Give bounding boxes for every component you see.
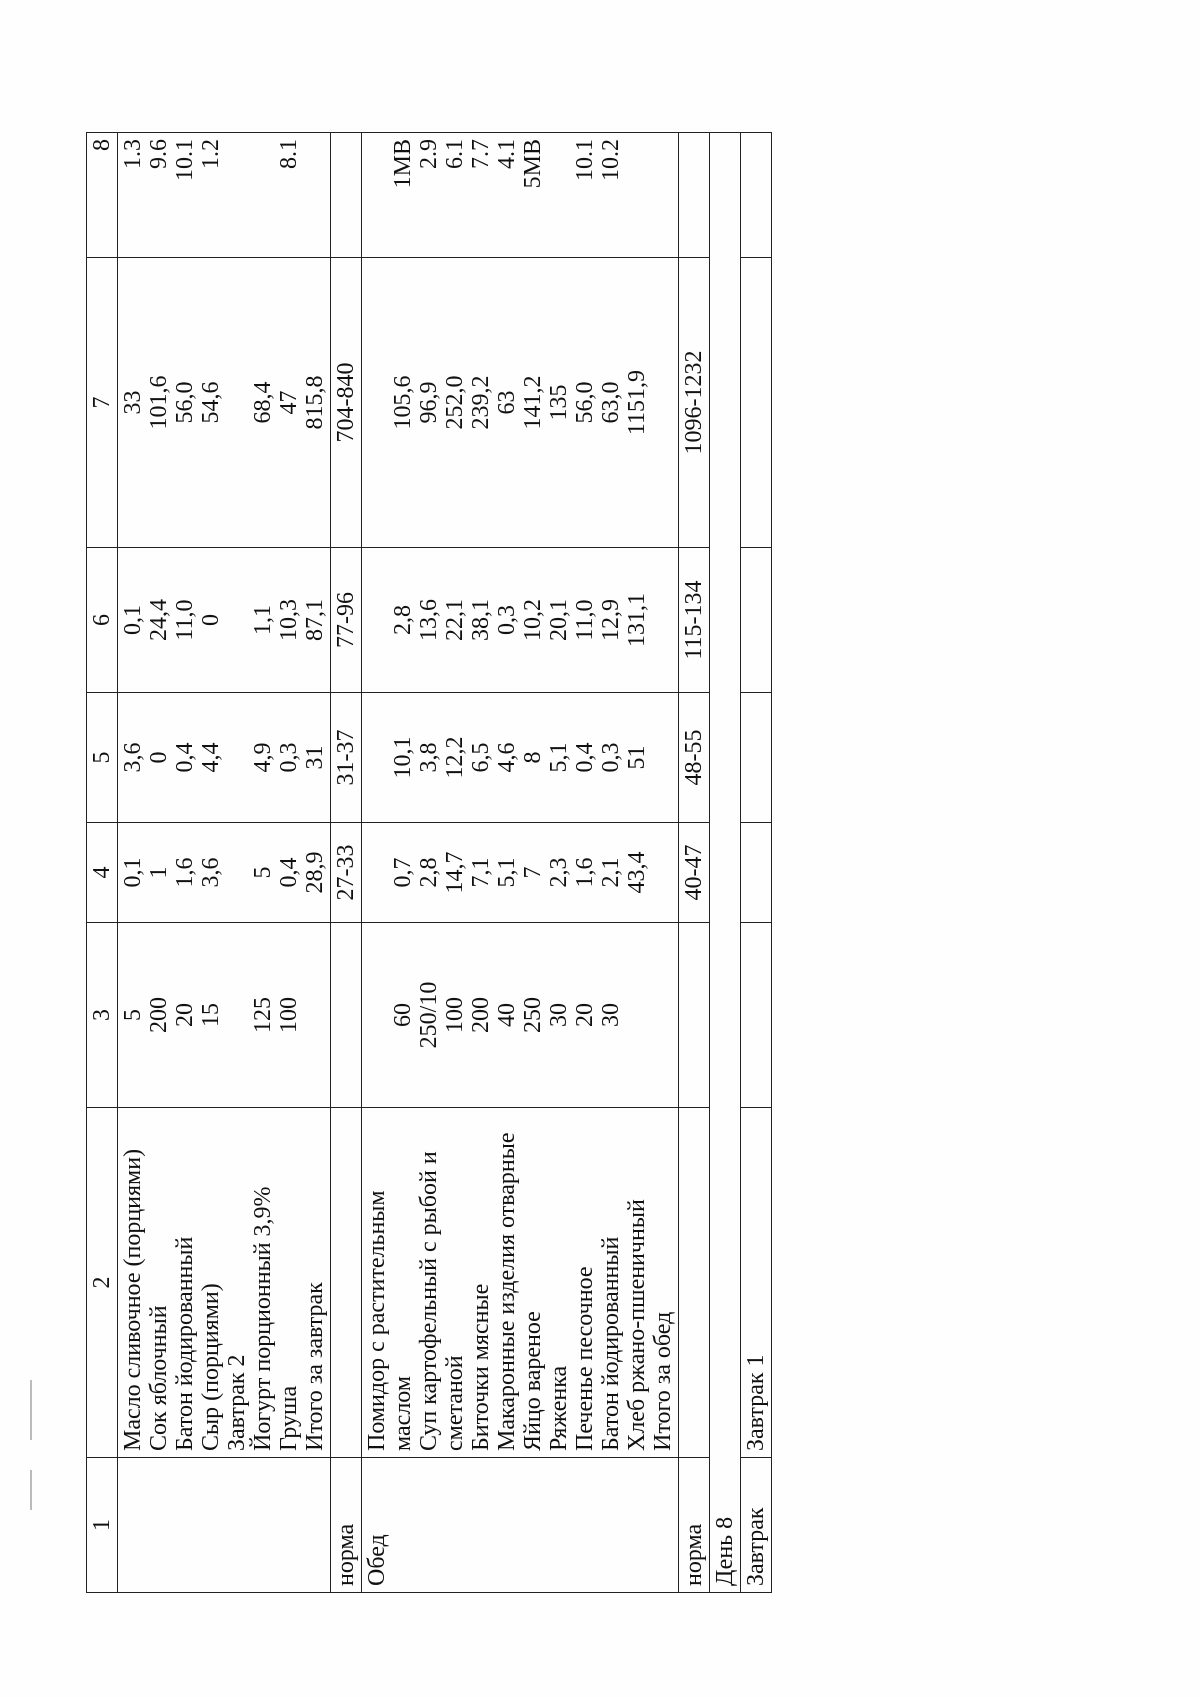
carbs-value: 24,4 <box>146 599 172 641</box>
meal-label-cell <box>118 1458 331 1593</box>
empty-cell <box>331 1108 362 1458</box>
norm-carbs: 115-134 <box>679 548 710 693</box>
norm-fat: 48-55 <box>679 693 710 823</box>
norm-protein: 40-47 <box>679 823 710 923</box>
empty-cell <box>741 133 772 258</box>
carbs-value: 11,0 <box>172 599 198 641</box>
norm-label: норма <box>679 1458 710 1593</box>
fat-list <box>362 693 679 823</box>
carbs-value <box>224 554 250 686</box>
day-label: День 8 <box>710 133 741 1593</box>
empty-cell <box>741 693 772 823</box>
weight-value: 30 <box>546 1003 572 1027</box>
empty-cell <box>331 133 362 258</box>
carbs-list <box>118 548 331 693</box>
fat-value: 12,2 <box>442 736 468 779</box>
recipe-ref: 10.1 <box>572 139 598 181</box>
dish-name: Яйцо вареное <box>520 1311 546 1451</box>
header-cell: 6 <box>87 548 118 693</box>
carbs-value: 22,1 <box>442 599 468 641</box>
carbs-value: 10,2 <box>520 599 546 641</box>
norm-kcal: 704-840 <box>331 258 362 548</box>
protein-value: 1,6 <box>572 857 598 888</box>
recipe-ref: 10.2 <box>598 139 624 181</box>
protein-list <box>118 823 331 923</box>
recipe-ref-list <box>118 133 331 258</box>
scan-artifact <box>30 1470 32 1510</box>
menu-table <box>86 132 772 1593</box>
header-cell: 4 <box>87 823 118 923</box>
recipe-ref <box>546 139 572 251</box>
kcal-value: 47 <box>276 390 302 415</box>
recipe-ref <box>624 139 650 251</box>
fat-value: 0,3 <box>276 742 302 773</box>
breakfast-block <box>118 133 331 1593</box>
carbs-value: 38,1 <box>468 599 494 641</box>
recipe-ref <box>250 139 276 251</box>
carbs-value: 0 <box>198 614 224 626</box>
weight-value: 20 <box>172 1003 198 1027</box>
empty-cell <box>741 258 772 548</box>
fat-value: 0,4 <box>572 742 598 773</box>
weight-value: 20 <box>572 1003 598 1027</box>
fat-list <box>118 693 331 823</box>
weight-value: 125 <box>250 997 276 1033</box>
empty-cell <box>679 923 710 1108</box>
carbs-list <box>362 548 679 693</box>
empty-cell <box>741 923 772 1108</box>
kcal-value: 1151,9 <box>624 369 650 436</box>
carbs-value: 131,1 <box>624 593 650 647</box>
protein-value: 28,9 <box>302 851 328 894</box>
weight-value: 250 <box>520 997 546 1033</box>
fat-value: 4,6 <box>494 742 520 773</box>
weight-value: 15 <box>198 1003 224 1027</box>
breakfast-norm-row <box>331 133 362 1593</box>
header-row <box>87 133 118 1593</box>
dish-name: Йогурт порционный 3,9% <box>250 1186 276 1451</box>
dish-name-list <box>118 1108 331 1458</box>
next-breakfast-row <box>741 133 772 1593</box>
dish-name: Помидор с растительным маслом <box>364 1190 416 1451</box>
fat-value: 8 <box>520 751 546 764</box>
header-cell: 7 <box>87 258 118 548</box>
weight-value: 100 <box>276 997 302 1033</box>
dish-name: Итого за завтрак <box>302 1282 328 1451</box>
recipe-ref: 5МВ <box>520 139 546 189</box>
kcal-value: 135 <box>546 384 572 421</box>
dish-name: Ряженка <box>546 1365 572 1451</box>
lunch-norm-row <box>679 133 710 1593</box>
kcal-value: 63 <box>494 390 520 415</box>
kcal-value <box>224 264 250 541</box>
fat-value <box>224 699 250 816</box>
kcal-value: 815,8 <box>302 375 328 430</box>
protein-value: 3,6 <box>198 857 224 888</box>
carbs-value: 0,1 <box>120 605 146 635</box>
weight-value: 100 <box>442 997 468 1033</box>
recipe-ref: 1.3 <box>120 139 146 169</box>
kcal-value: 105,6 <box>390 375 416 430</box>
protein-value: 2,1 <box>598 857 624 888</box>
recipe-ref-list <box>362 133 679 258</box>
recipe-ref: 7.7 <box>468 139 494 169</box>
protein-value: 1,6 <box>172 857 198 888</box>
header-cell: 1 <box>87 1458 118 1593</box>
kcal-value: 101,6 <box>146 375 172 430</box>
empty-cell <box>741 548 772 693</box>
norm-kcal: 1096-1232 <box>679 258 710 548</box>
weight-value <box>302 929 328 1101</box>
protein-value: 1 <box>146 866 172 879</box>
dish-name: Печенье песочное <box>572 1266 598 1451</box>
weight-value: 250/10 <box>416 981 442 1049</box>
carbs-value: 1,1 <box>250 605 276 635</box>
kcal-value: 141,2 <box>520 375 546 430</box>
fat-value: 6,5 <box>468 742 494 773</box>
lunch-block <box>362 133 679 1593</box>
empty-cell <box>741 823 772 923</box>
weight-value: 200 <box>146 997 172 1033</box>
weight-value <box>224 929 250 1101</box>
protein-value: 2,8 <box>416 857 442 888</box>
kcal-list <box>118 258 331 548</box>
dish-name: Макаронные изделия отварные <box>494 1132 520 1451</box>
fat-value: 10,1 <box>390 736 416 779</box>
fat-value: 5,1 <box>546 742 572 773</box>
dish-name: Сок яблочный <box>146 1305 172 1451</box>
fat-value: 0,4 <box>172 742 198 773</box>
header-cell: 2 <box>87 1108 118 1458</box>
carbs-value: 87,1 <box>302 599 328 641</box>
carbs-value: 20,1 <box>546 599 572 641</box>
protein-value <box>224 829 250 916</box>
recipe-ref: 6.1 <box>442 139 468 169</box>
weight-value: 200 <box>468 997 494 1033</box>
weight-list <box>362 923 679 1108</box>
recipe-ref: 1МВ <box>390 139 416 189</box>
kcal-value: 54,6 <box>198 381 224 424</box>
dish-name: Завтрак 2 <box>224 1354 250 1451</box>
carbs-value: 0,3 <box>494 605 520 635</box>
protein-list <box>362 823 679 923</box>
weight-value: 40 <box>494 1003 520 1027</box>
header-cell: 8 <box>87 133 118 258</box>
empty-cell <box>679 133 710 258</box>
protein-value: 7 <box>520 866 546 879</box>
weight-value: 60 <box>390 1003 416 1027</box>
weight-value <box>624 929 650 1101</box>
kcal-value: 56,0 <box>172 381 198 424</box>
recipe-ref: 2.9 <box>416 139 442 169</box>
protein-value: 0,7 <box>390 857 416 888</box>
dish-name: Батон йодированный <box>172 1236 198 1451</box>
weight-value: 5 <box>120 1009 146 1021</box>
dish-name: Батон йодированный <box>598 1236 624 1451</box>
weight-list <box>118 923 331 1108</box>
carbs-value: 11,0 <box>572 599 598 641</box>
norm-label: норма <box>331 1458 362 1593</box>
dish-name: Груша <box>276 1385 302 1451</box>
header-cell: 3 <box>87 923 118 1108</box>
fat-value: 4,9 <box>250 742 276 773</box>
recipe-ref: 1.2 <box>198 139 224 169</box>
recipe-ref <box>302 139 328 251</box>
protein-value: 0,1 <box>120 857 146 888</box>
dish-name: Итого за обед <box>650 1311 676 1451</box>
recipe-ref: 9.6 <box>146 139 172 169</box>
protein-value: 5 <box>250 866 276 879</box>
menu-table-body <box>87 133 772 1593</box>
protein-value: 43,4 <box>624 851 650 894</box>
meal-label-breakfast: Завтрак <box>741 1458 772 1593</box>
norm-fat: 31-37 <box>331 693 362 823</box>
empty-cell <box>331 923 362 1108</box>
dish-name: Хлеб ржано-пшеничный <box>624 1199 650 1451</box>
header-cell: 5 <box>87 693 118 823</box>
fat-value: 31 <box>302 745 328 770</box>
protein-value: 14,7 <box>442 851 468 894</box>
weight-value: 30 <box>598 1003 624 1027</box>
day-row <box>710 133 741 1593</box>
protein-value: 7,1 <box>468 857 494 888</box>
carbs-value: 12,9 <box>598 599 624 641</box>
recipe-ref <box>224 139 250 251</box>
dish-name: Биточки мясные <box>468 1283 494 1451</box>
fat-value: 0 <box>146 751 172 764</box>
kcal-value: 96,9 <box>416 381 442 424</box>
protein-value: 2,3 <box>546 857 572 888</box>
carbs-value: 13,6 <box>416 599 442 641</box>
fat-value: 3,8 <box>416 742 442 773</box>
fat-value: 51 <box>624 745 650 770</box>
protein-value: 5,1 <box>494 857 520 888</box>
kcal-value: 68,4 <box>250 381 276 424</box>
fat-value: 4,4 <box>198 742 224 773</box>
fat-value: 3,6 <box>120 742 146 773</box>
recipe-ref: 10.1 <box>172 139 198 181</box>
dish-name-list <box>362 1108 679 1458</box>
kcal-value: 239,2 <box>468 375 494 430</box>
meal-label-lunch: Обед <box>362 1458 679 1593</box>
dish-name: Сыр (порциями) <box>198 1283 224 1451</box>
fat-value: 0,3 <box>598 742 624 773</box>
recipe-ref: 8.1 <box>276 139 302 169</box>
norm-protein: 27-33 <box>331 823 362 923</box>
carbs-value: 10,3 <box>276 599 302 641</box>
kcal-value: 56,0 <box>572 381 598 424</box>
kcal-value: 33 <box>120 390 146 415</box>
recipe-ref: 4.1 <box>494 139 520 169</box>
scan-artifact <box>30 1380 32 1440</box>
kcal-value: 63,0 <box>598 381 624 424</box>
norm-carbs: 77-96 <box>331 548 362 693</box>
kcal-value: 252,0 <box>442 375 468 430</box>
dish-name: Завтрак 1 <box>741 1108 772 1458</box>
dish-name: Масло сливочное (порциями) <box>120 1148 146 1451</box>
kcal-list <box>362 258 679 548</box>
empty-cell <box>679 1108 710 1458</box>
carbs-value: 2,8 <box>390 605 416 635</box>
protein-value: 0,4 <box>276 857 302 888</box>
dish-name: Суп картофельный с рыбой и сметаной <box>416 1151 468 1451</box>
